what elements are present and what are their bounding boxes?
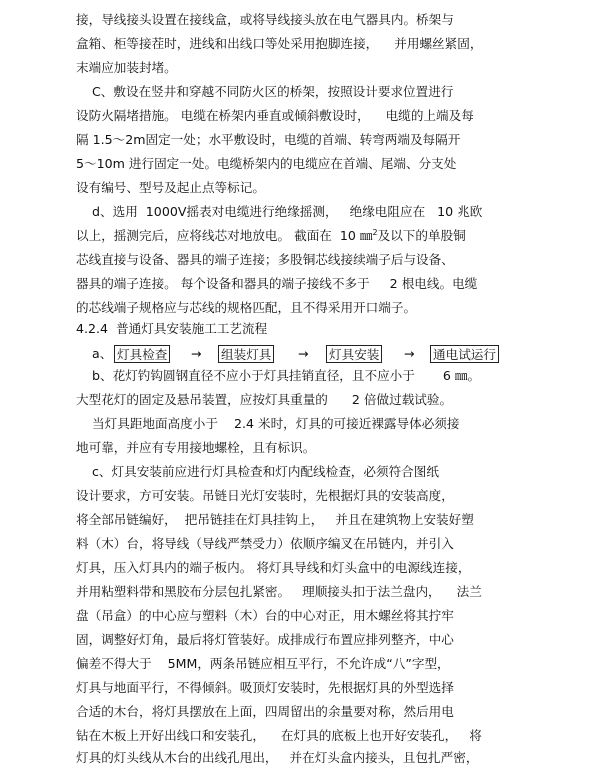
- flow-arrow: →: [298, 346, 309, 361]
- text-line: 并用粘塑料带和黑胶布分层包扎紧密。 理顺接头扣于法兰盘内， 法兰: [76, 584, 482, 599]
- text-line: c、灯具安装前应进行灯具检查和灯内配线检查，必须符合图纸: [76, 464, 439, 479]
- text-line: 芯线直接与设备、器具的端子连接；多股铜芯线接续端子后与设备、: [76, 252, 454, 267]
- text-line: 将全部吊链编好， 把吊链挂在灯具挂钩上， 并且在建筑物上安装好塑: [76, 512, 474, 527]
- text-line: 器具的端子连接。 每个设备和器具的端子接线不多于 2 根电线。电缆: [76, 276, 478, 291]
- text-line: 设计要求，方可安装。吊链日光灯安装时，先根据灯具的安装高度，: [76, 488, 454, 503]
- flow-step-assemble: 组装灯具: [218, 345, 274, 363]
- text-line: 设有编号、型号及起止点等标记。: [76, 180, 265, 195]
- text-line: 偏差不得大于 5MM，两条吊链应相互平行，不允许成“八”字型，: [76, 656, 450, 671]
- text-line: 盘（吊盒）的中心应与塑料（木）台的中心对正，用木螺丝将其拧牢: [76, 608, 454, 623]
- text-line: 固，调整好灯角，最后将灯管装好。成排成行布置应排列整齐，中心: [76, 632, 454, 647]
- flow-arrow: →: [404, 346, 415, 361]
- flow-prefix: a、: [92, 346, 113, 361]
- text-line: 盒箱、柜等接茬时，进线和出线口等处采用抱脚连接， 并用螺丝紧固，: [76, 36, 483, 51]
- text-line: 隔 1.5～2m固定一处；水平敷设时，电缆的首端、转弯两端及每隔开: [76, 132, 461, 147]
- text-line: 地可靠，并应有专用接地螺栓，且有标识。: [76, 440, 316, 455]
- flow-step-inspect: 灯具检查: [114, 345, 170, 363]
- text-line: [76, 228, 466, 244]
- section-heading: 4.2.4 普通灯具安装施工工艺流程: [76, 321, 268, 336]
- text-line: 5～10m 进行固定一处。电缆桥架内的电缆应在首端、尾端、分支处: [76, 156, 457, 171]
- text-span: 及以下的单股铜: [377, 228, 466, 243]
- text-line: 料（木）台，将导线（导线严禁受力）依顺序编叉在吊链内，并引入: [76, 536, 454, 551]
- text-line: 钻在木板上开好出线口和安装孔， 在灯具的底板上也开好安装孔， 将: [76, 728, 482, 743]
- text-line: 大型花灯的固定及悬吊装置，应按灯具重量的 2 倍做过载试验。: [76, 392, 453, 407]
- text-line: 灯具的灯头线从木台的出线孔甩出， 并在灯头盒内接头，且包扎严密，: [76, 750, 479, 765]
- text-line: 灯具与地面平行，不得倾斜。吸顶灯安装时，先根据灯具的外型选择: [76, 680, 454, 695]
- text-line: 合适的木台，将灯具摆放在上面，四周留出的余量要对称，然后用电: [76, 704, 454, 719]
- superscript: 2: [372, 227, 378, 237]
- text-span: 以上，摇测完后，应将线芯对地放电。 截面在 10 ㎜: [76, 228, 373, 243]
- text-line: 设防火隔堵措施。 电缆在桥架内垂直或倾斜敷设时， 电缆的上端及每: [76, 108, 474, 123]
- text-line: 接，导线接头设置在接线盒，或将导线接头放在电气器具内。桥架与: [76, 12, 454, 27]
- text-line: 末端应加装封堵。: [76, 60, 177, 75]
- text-line: 的芯线端子规格应与芯线的规格匹配，且不得采用开口端子。: [76, 300, 417, 315]
- text-line: 当灯具距地面高度小于 2.4 米时，灯具的可接近裸露导体必须接: [76, 416, 460, 431]
- text-line: 灯具，压入灯具内的端子板内。 将灯具导线和灯头盒中的电源线连接，: [76, 560, 471, 575]
- text-line: b、花灯钓钩圆钢直径不应小于灯具挂销直径，且不应小于 6 ㎜。: [76, 368, 481, 383]
- flow-arrow: →: [191, 346, 202, 361]
- text-line: C、敷设在竖井和穿越不同防火区的桥架，按照设计要求位置进行: [76, 84, 454, 99]
- flow-step-install: 灯具安装: [326, 345, 382, 363]
- text-line: d、选用 1000V摇表对电缆进行绝缘摇测， 绝缘电阻应在 10 兆欧: [76, 204, 483, 219]
- flow-step-test-run: 通电试运行: [430, 345, 499, 363]
